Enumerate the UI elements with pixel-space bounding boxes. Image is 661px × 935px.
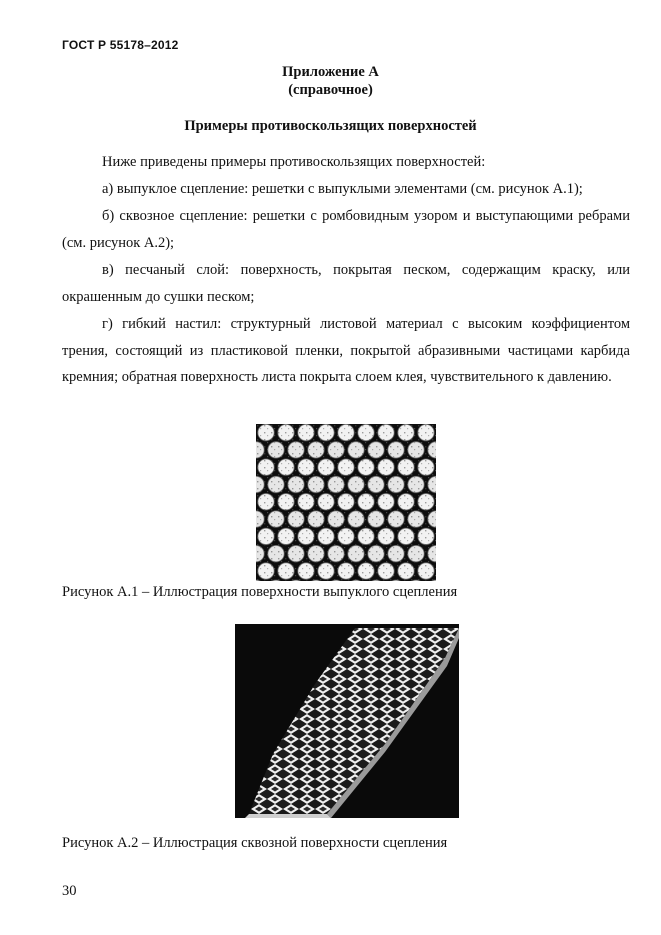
appendix-title: Приложение А xyxy=(282,64,379,80)
page-number: 30 xyxy=(62,883,77,899)
section-heading: Примеры противоскользящих поверхностей xyxy=(184,118,477,134)
list-item-a: а) выпуклое сцепление: решетки с выпуклыми элементами (см. рисунок А.1); xyxy=(102,181,583,197)
figure-a1-caption: Рисунок А.1 – Иллюстрация поверхности выпуклого сцепления xyxy=(62,584,458,600)
figure-a2-image xyxy=(235,624,459,818)
list-item-b: б) сквозное сцепление: решетки с ромбовидным узором и выступающими ребрами (см. рисунок А.2); xyxy=(62,208,630,251)
list-item-c: в) песчаный слой: поверхность, покрытая песком, содержащим краску, или окрашенным до сушки песком; xyxy=(62,262,630,305)
appendix-subtitle: (справочное) xyxy=(288,82,373,98)
figure-a2-caption: Рисунок А.2 – Иллюстрация сквозной поверхности сцепления xyxy=(62,835,448,851)
list-item-d: г) гибкий настил: структурный листовой материал с высоким коэффициентом трения, состоящий из пластиковой пленки, покрытой абразивными частицами карбида кремния; обратная поверхность листа покрыта слоем клея, чувствительного к давлению. xyxy=(62,316,630,385)
figure-a1-image xyxy=(256,424,436,581)
intro-paragraph: Ниже приведены примеры противоскользящих поверхностей: xyxy=(102,154,486,170)
document-header: ГОСТ Р 55178–2012 xyxy=(62,38,179,52)
